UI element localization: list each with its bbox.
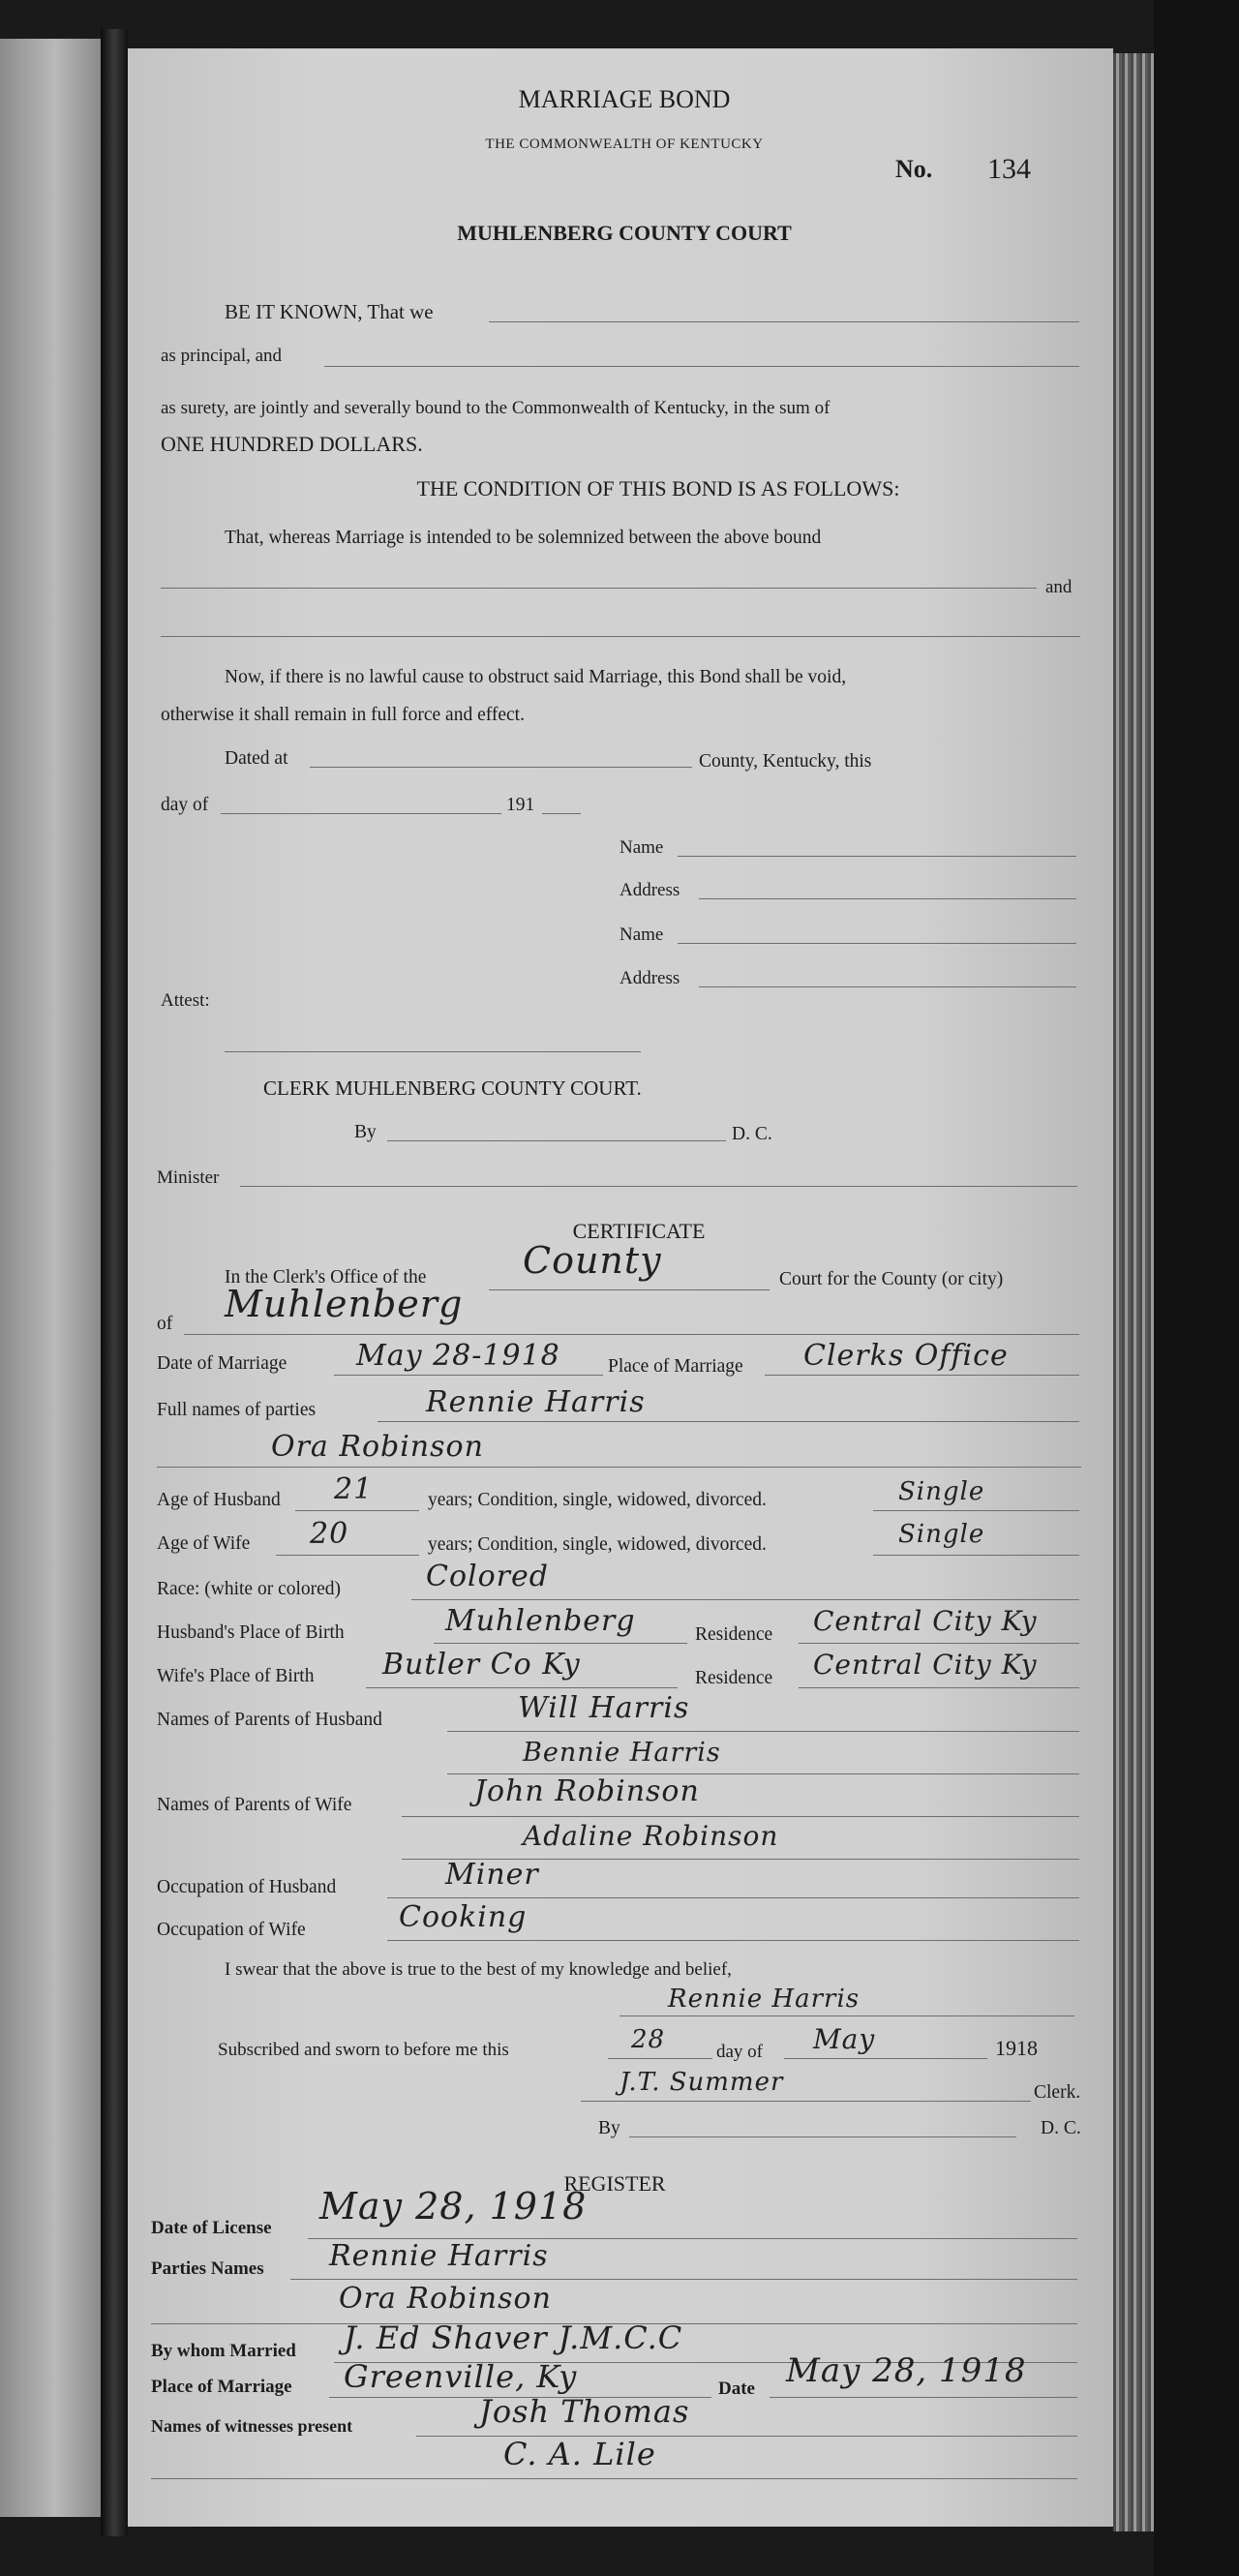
attest-label: Attest: xyxy=(161,990,210,1011)
wife-birth-label: Wife's Place of Birth xyxy=(157,1666,315,1686)
condition-wife-text: years; Condition, single, widowed, divorced. xyxy=(428,1534,767,1555)
occupation-husband-label: Occupation of Husband xyxy=(157,1877,337,1897)
husband-birth-line xyxy=(434,1643,687,1644)
occupation-husband-value: Miner xyxy=(445,1858,539,1892)
witnesses-line-2 xyxy=(151,2478,1077,2479)
court-for-label: Court for the County (or city) xyxy=(779,1269,1004,1289)
register-place-label: Place of Marriage xyxy=(151,2377,292,2397)
condition-wife-line xyxy=(873,1555,1079,1556)
of-line xyxy=(184,1334,1079,1335)
sub-day-line xyxy=(608,2058,712,2059)
void-text-1: Now, if there is no lawful cause to obstruct said Marriage, this Bond shall be void, xyxy=(225,667,847,687)
age-wife-label: Age of Wife xyxy=(157,1533,251,1554)
name-label-2: Name xyxy=(620,924,664,945)
left-page-edge xyxy=(0,39,101,2517)
place-of-marriage-line xyxy=(765,1375,1079,1376)
county-ky-label: County, Kentucky, this xyxy=(699,751,872,772)
husband-residence-label: Residence xyxy=(695,1624,773,1645)
dc-label-cert: D. C. xyxy=(1041,2118,1081,2138)
clerk-signature-line xyxy=(581,2101,1031,2102)
background-right xyxy=(1154,0,1239,2576)
date-of-marriage-line xyxy=(334,1375,603,1376)
be-it-known-text: BE IT KNOWN, That we xyxy=(225,300,434,323)
by-whom-value: J. Ed Shaver J.M.C.C xyxy=(344,2319,683,2356)
subscribed-text: Subscribed and sworn to before me this xyxy=(218,2040,509,2060)
bond-number: 134 xyxy=(987,153,1031,185)
condition-husband-text: years; Condition, single, widowed, divorced. xyxy=(428,1490,767,1510)
witnesses-label: Names of witnesses present xyxy=(151,2416,353,2436)
day-of-line xyxy=(221,813,501,814)
register-date-label: Date xyxy=(718,2379,755,2399)
husband-birth-label: Husband's Place of Birth xyxy=(157,1622,345,1643)
court-name: MUHLENBERG COUNTY COURT xyxy=(457,221,792,245)
register-date-value: May 28, 1918 xyxy=(786,2351,1027,2390)
license-date-value: May 28, 1918 xyxy=(319,2185,588,2227)
clerk-label-cert: Clerk. xyxy=(1034,2082,1081,2103)
race-label: Race: (white or colored) xyxy=(157,1579,342,1599)
date-of-marriage-value: May 28-1918 xyxy=(356,1339,560,1373)
certificate-heading: CERTIFICATE xyxy=(572,1219,706,1243)
principal-line-1 xyxy=(489,321,1079,322)
parents-husband-label: Names of Parents of Husband xyxy=(157,1710,382,1730)
dated-at-label: Dated at xyxy=(225,748,288,769)
race-line xyxy=(411,1599,1079,1600)
husband-residence-line xyxy=(799,1643,1079,1644)
witness-2-value: C. A. Lile xyxy=(503,2436,656,2472)
register-parties-line-1 xyxy=(290,2279,1077,2280)
age-wife-value: 20 xyxy=(310,1517,349,1551)
swear-text: I swear that the above is true to the best of my knowledge and belief, xyxy=(225,1959,732,1980)
occupation-husband-line xyxy=(387,1897,1079,1898)
license-date-label: Date of License xyxy=(151,2218,272,2238)
minister-line xyxy=(240,1186,1077,1187)
address-label-1: Address xyxy=(620,880,680,900)
parents-wife-2-value: Adaline Robinson xyxy=(523,1820,779,1852)
of-value: Muhlenberg xyxy=(225,1283,464,1325)
name-label-1: Name xyxy=(620,837,664,858)
parties-line-1 xyxy=(378,1421,1079,1422)
of-label: of xyxy=(157,1314,173,1334)
register-place-value: Greenville, Ky xyxy=(344,2358,578,2395)
by-label-cert: By xyxy=(598,2118,620,2138)
clerk-signature: J.T. Summer xyxy=(620,2068,784,2097)
office-value: County xyxy=(523,1239,662,1282)
attest-line xyxy=(225,1051,641,1052)
address-label-2: Address xyxy=(620,968,680,988)
clerk-label: CLERK MUHLENBERG COUNTY COURT. xyxy=(263,1076,642,1100)
parents-wife-line-1 xyxy=(402,1816,1079,1817)
address-line-1 xyxy=(699,898,1076,899)
parties-label: Full names of parties xyxy=(157,1400,317,1420)
sub-day-of-label: day of xyxy=(716,2042,764,2062)
name-line-2 xyxy=(678,943,1076,944)
sub-month-line xyxy=(784,2058,987,2059)
minister-label: Minister xyxy=(157,1167,220,1188)
number-label: No. xyxy=(895,155,933,183)
condition-and: and xyxy=(1045,577,1073,597)
register-party-2-value: Ora Robinson xyxy=(339,2282,552,2316)
condition-husband-value: Single xyxy=(898,1477,985,1506)
document-title: MARRIAGE BOND xyxy=(518,85,731,113)
parents-husband-line-1 xyxy=(447,1731,1079,1732)
register-date-line xyxy=(770,2397,1077,2398)
document-subtitle: THE COMMONWEALTH OF KENTUCKY xyxy=(485,136,764,152)
year-prefix: 191 xyxy=(506,795,535,815)
condition-heading: THE CONDITION OF THIS BOND IS AS FOLLOWS: xyxy=(416,476,900,500)
sub-day-value: 28 xyxy=(631,2025,666,2054)
register-heading: REGISTER xyxy=(563,2171,666,2196)
condition-line-1 xyxy=(161,588,1037,589)
page-stack-edge xyxy=(1113,53,1154,2531)
race-value: Colored xyxy=(426,1560,549,1593)
place-of-marriage-value: Clerks Office xyxy=(803,1339,1009,1373)
parents-wife-label: Names of Parents of Wife xyxy=(157,1795,352,1815)
party-2-value: Ora Robinson xyxy=(271,1430,484,1464)
wife-birth-line xyxy=(366,1687,678,1688)
office-line xyxy=(489,1289,770,1290)
wife-residence-value: Central City Ky xyxy=(813,1649,1038,1681)
witness-1-value: Josh Thomas xyxy=(479,2393,690,2430)
condition-line-2 xyxy=(161,636,1080,637)
principal-line-2 xyxy=(324,366,1079,367)
bond-amount: ONE HUNDRED DOLLARS. xyxy=(161,432,423,456)
condition-husband-line xyxy=(873,1510,1079,1511)
husband-birth-value: Muhlenberg xyxy=(445,1604,636,1638)
wife-residence-line xyxy=(799,1687,1079,1688)
surety-text: as surety, are jointly and severally bound to the Commonwealth of Kentucky, in the sum of xyxy=(161,398,831,418)
book-binding xyxy=(101,29,128,2536)
parents-husband-1-value: Will Harris xyxy=(518,1691,690,1725)
condition-text: That, whereas Marriage is intended to be solemnized between the above bound xyxy=(225,528,822,548)
year-line xyxy=(542,813,581,814)
dc-label-bond: D. C. xyxy=(732,1124,772,1144)
age-husband-line xyxy=(295,1510,419,1511)
address-line-2 xyxy=(699,986,1076,987)
age-husband-label: Age of Husband xyxy=(157,1490,281,1510)
principal-label: as principal, and xyxy=(161,346,283,366)
parties-line-2 xyxy=(157,1467,1081,1468)
occupation-wife-value: Cooking xyxy=(399,1900,528,1934)
clerks-office-label: In the Clerk's Office of the xyxy=(225,1267,427,1288)
name-line-1 xyxy=(678,856,1076,857)
swear-signature: Rennie Harris xyxy=(668,1985,861,2014)
dated-at-line xyxy=(310,767,692,768)
husband-residence-value: Central City Ky xyxy=(813,1605,1038,1637)
sub-year-value: 1918 xyxy=(995,2036,1038,2060)
occupation-wife-line xyxy=(387,1940,1079,1941)
register-party-1-value: Rennie Harris xyxy=(329,2239,549,2273)
date-of-marriage-label: Date of Marriage xyxy=(157,1353,287,1374)
party-1-value: Rennie Harris xyxy=(426,1385,646,1419)
occupation-wife-label: Occupation of Wife xyxy=(157,1920,306,1940)
parents-wife-1-value: John Robinson xyxy=(474,1774,700,1808)
day-of-label: day of xyxy=(161,795,209,815)
age-wife-line xyxy=(276,1555,419,1556)
swear-signature-line xyxy=(620,2015,1074,2016)
wife-residence-label: Residence xyxy=(695,1668,773,1688)
sub-month-value: May xyxy=(813,2023,876,2055)
wife-birth-value: Butler Co Ky xyxy=(382,1648,581,1682)
by-whom-label: By whom Married xyxy=(151,2341,296,2361)
parents-husband-2-value: Bennie Harris xyxy=(523,1738,721,1768)
register-parties-label: Parties Names xyxy=(151,2258,264,2279)
condition-wife-value: Single xyxy=(898,1520,985,1549)
by-label-bond: By xyxy=(354,1122,377,1142)
by-line-bond xyxy=(387,1140,726,1141)
void-text-2: otherwise it shall remain in full force and effect. xyxy=(161,705,525,725)
place-of-marriage-label: Place of Marriage xyxy=(608,1356,743,1377)
age-husband-value: 21 xyxy=(334,1472,374,1506)
